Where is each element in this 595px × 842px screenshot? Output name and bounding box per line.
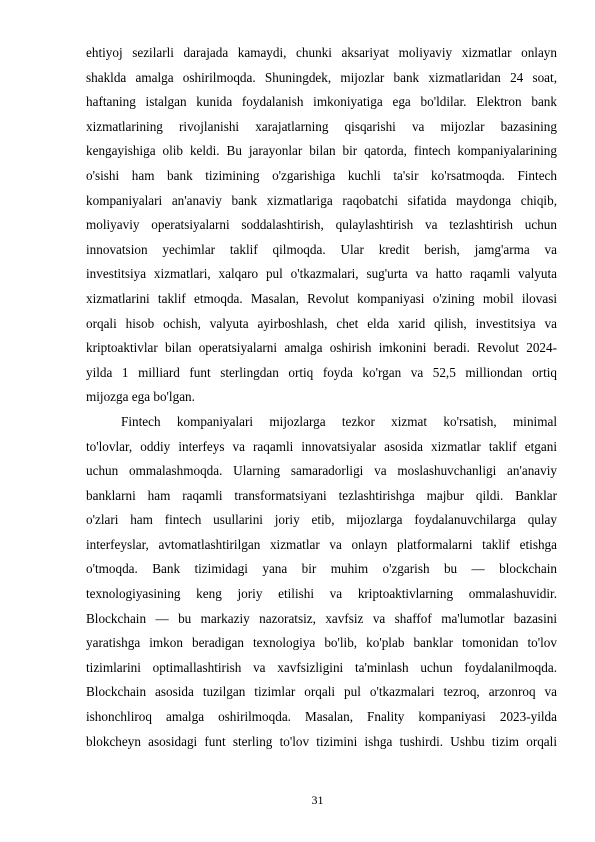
text-line: Blockchain asosida tuzilgan tizimlar orqali pul o'tkazmalari tezroq, arzonroq va [86,684,557,700]
text-line: orqali hisob ochish, valyuta ayirboshlash, chet elda xarid qilish, investitsiya va [86,315,557,331]
text-line: o'tmoqda. Bank tizimidagi yana bir muhim o'zgarish bu — blockchain [86,561,557,577]
text-line: to'lovlar, oddiy interfeys va raqamli innovatsiyalar asosida xizmatlar taklif etgani [86,438,557,454]
text-line: investitsiya xizmatlari, xalqaro pul o'tkazmalari, sug'urta va hatto raqamli valyuta [86,266,557,282]
text-line: Blockchain — bu markaziy nazoratsiz, xavfsiz va shaffof ma'lumotlar bazasini [86,610,557,626]
text-line: tizimlarini optimallashtirish va xavfsizligini ta'minlash uchun foydalanilmoqda. [86,659,557,675]
paragraph-first-line: Fintech kompaniyalari mijozlarga tezkor xizmat ko'rsatish, minimal [121,413,557,429]
text-line: shaklda amalga oshirilmoqda. Shuningdek, mijozlar bank xizmatlaridan 24 soat, [86,69,557,85]
text-line: kompaniyalari an'anaviy bank xizmatlariga raqobatchi sifatida maydonga chiqib, [86,192,557,208]
text-line: kriptoaktivlar bilan operatsiyalarni amalga oshirish imkonini beradi. Revolut 2024- [86,340,557,356]
text-line: texnologiyasining keng joriy etilishi va kriptoaktivlarning ommalashuvidir. [86,586,557,602]
text-line: o'sishi ham bank tizimining o'zgarishiga kuchli ta'sir ko'rsatmoqda. Fintech [86,167,557,183]
text-line: blokcheyn asosidagi funt sterling to'lov tizimini ishga tushirdi. Ushbu tizim orqali [86,733,557,749]
text-line: uchun ommalashmoqda. Ularning samaradorligi va moslashuvchanligi an'anaviy [86,463,557,479]
text-line: interfeyslar, avtomatlashtirilgan xizmatlar va onlayn platformalarni taklif etishga [86,536,557,552]
text-line: innovatsion yechimlar taklif qilmoqda. Ular kredit berish, jamg'arma va [86,241,557,257]
text-line: ehtiyoj sezilarli darajada kamaydi, chunki aksariyat moliyaviy xizmatlar onlayn [86,45,557,60]
body-text [86,41,557,754]
text-line: xizmatlarini taklif etmoqda. Masalan, Revolut kompaniyasi o'zining mobil ilovasi [86,290,557,306]
text-line: haftaning istalgan kunida foydalanish imkoniyatiga ega bo'ldilar. Elektron bank [86,94,557,110]
text-line: banklarni ham raqamli transformatsiyani tezlashtirishga majbur qildi. Banklar [86,487,557,503]
text-line: ishonchliroq amalga oshirilmoqda. Masalan, Fnality kompaniyasi 2023-yilda [86,709,557,725]
text-line: xizmatlarining rivojlanishi xarajatlarning qisqarishi va mijozlar bazasining [86,118,557,134]
text-line: o'zlari ham fintech usullarini joriy etib, mijozlarga foydalanuvchilarga qulay [86,512,557,528]
text-line: moliyaviy operatsiyalarni soddalashtirish, qulaylashtirish va tezlashtirish uchun [86,217,557,233]
text-line: yaratishga imkon beradigan texnologiya bo'lib, ko'plab banklar tomonidan to'lov [86,635,557,651]
page-number: 31 [311,793,324,807]
text-line: kengayishiga olib keldi. Bu jarayonlar bilan bir qatorda, fintech kompaniyalarining [86,143,557,159]
text-line: yilda 1 milliard funt sterlingdan ortiq foyda ko'rgan va 52,5 milliondan ortiq [86,364,557,380]
paragraph-end-line: mijozga ega bo'lgan. [86,389,195,405]
